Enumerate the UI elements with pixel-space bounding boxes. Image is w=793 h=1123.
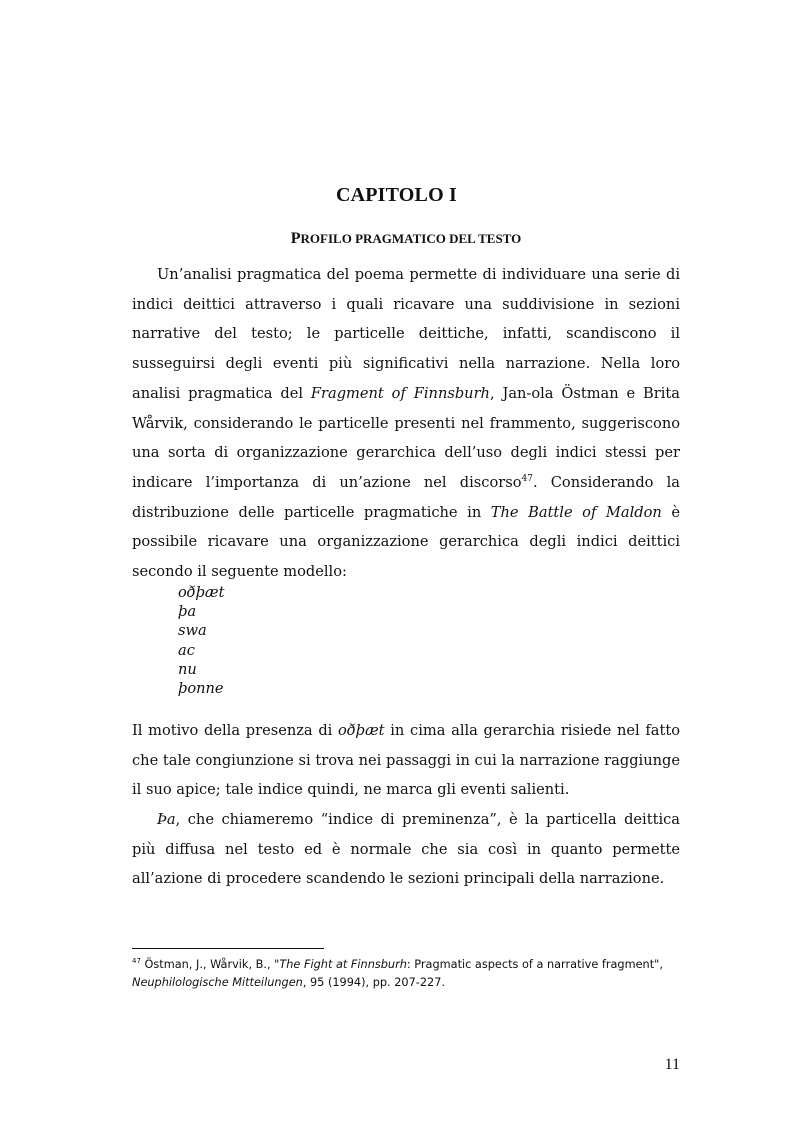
paragraph-intro-text-3: . Considerando la distribuzione delle particelle pragmatiche in: [132, 473, 680, 521]
deictic-hierarchy-list: [178, 583, 225, 698]
section-title-rest: ROFILO PRAGMATICO DEL TESTO: [300, 231, 522, 246]
list-item: þonne: [178, 680, 224, 698]
term-odthaet: oðþæt: [338, 722, 385, 739]
page-number: 11: [664, 1056, 680, 1073]
work-title-fragment: Fragment of Finnsburh: [310, 384, 490, 402]
paragraph-tha: [132, 805, 680, 894]
paragraph-odthaet: [132, 716, 680, 805]
footnote-reference[interactable]: 47: [521, 474, 533, 485]
term-tha: Þa: [157, 811, 176, 828]
work-title-maldon: The Battle of Maldon: [490, 503, 662, 521]
chapter-title: CAPITOLO I: [335, 184, 458, 206]
paragraph-intro-text-1: Un’analisi pragmatica del poema permette di individuare una serie di indici deittici attraverso i quali ricavare una suddivisione in sezioni narrative del testo; le particelle deittiche, infatti, scandiscono il susseguirsi degli eventi più significativi nella narrazione. Nella loro analisi pragmatica del: [132, 266, 680, 402]
list-item: swa: [178, 622, 207, 640]
paragraph-odthaet-text-2: in cima alla gerarchia risiede nel fatto che tale congiunzione si trova nei passaggi in cui la narrazione raggiunge il suo apice; tale indice quindi, ne marca gli eventi salienti.: [132, 722, 680, 799]
list-item: oðþæt: [178, 584, 225, 601]
list-item: ac: [178, 641, 195, 659]
footnote-journal-title: Neuphilologische Mitteilungen: [132, 975, 303, 989]
footnote-title-finnsburh: The Fight at Finnsburh: [279, 958, 407, 971]
footnote-number: 47: [132, 957, 141, 966]
paragraph-tha-text: , che chiameremo “indice di preminenza”, è la particella deittica più diffusa nel testo ed è normale che sia così in quanto permette all’azione di procedere scandendo le sezioni principali della narrazione.: [132, 811, 680, 888]
section-title-initial: P: [290, 230, 301, 247]
paragraph-odthaet-text-1: Il motivo della presenza di: [132, 722, 339, 739]
footnote-text-1: Östman, J., Wårvik, B., ": [140, 958, 280, 971]
paragraph-intro-text-4: è possibile ricavare una organizzazione gerarchica degli indici deittici secondo il seguente modello:: [132, 503, 680, 581]
footnote-text-2: : Pragmatic aspects of a narrative fragment",: [406, 958, 663, 971]
paragraph-intro-text-2: , Jan-ola Östman e Brita Wårvik, considerando le particelle presenti nel frammento, suggeriscono una sorta di organizzazione gerarchica dell’uso degli indici stessi per indicare l’importanza di un’azione nel discorso: [132, 384, 680, 491]
footnote: [132, 956, 692, 991]
list-item: nu: [178, 660, 197, 678]
paragraph-intro: [132, 260, 680, 587]
list-item: þa: [178, 603, 197, 621]
footnote-text-3: , 95 (1994), pp. 207-227.: [302, 975, 446, 989]
footnote-divider: [132, 948, 324, 949]
section-title: [0, 230, 793, 248]
